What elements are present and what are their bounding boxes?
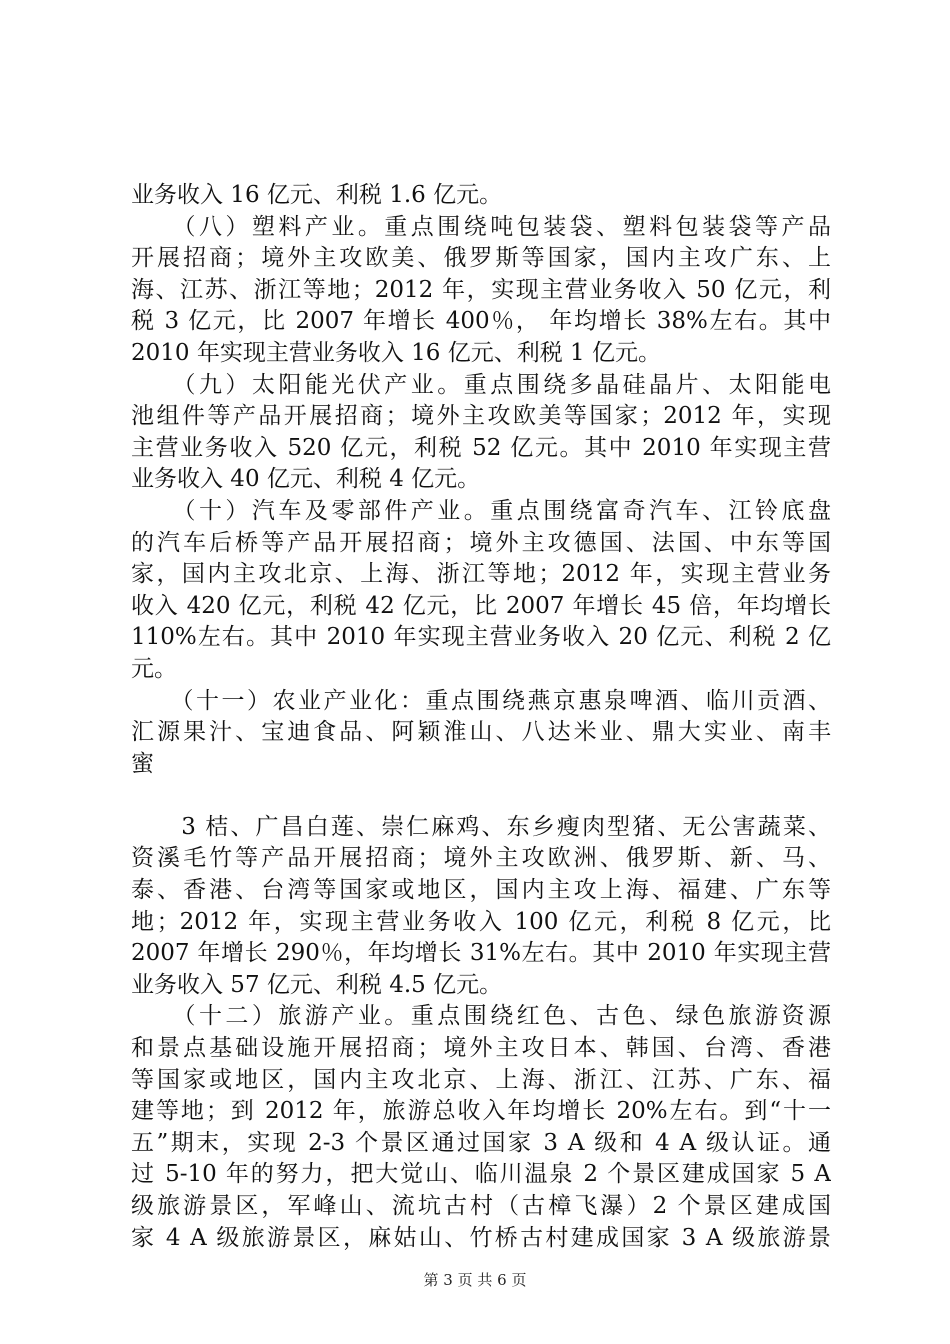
- text-line: 主营业务收入 520 亿元，利税 52 亿元。其中 2010 年实现主营: [131, 434, 831, 461]
- text-line: 110%左右。其中 2010 年实现主营业务收入 20 亿元、利税 2 亿: [131, 624, 831, 651]
- text-line: 开展招商；境外主攻欧美、俄罗斯等国家，国内主攻广东、上: [131, 245, 831, 272]
- document-body: [131, 180, 831, 1254]
- text-line: 级旅游景区，军峰山、流坑古村（古樟飞瀑）2 个景区建成国: [131, 1193, 831, 1219]
- text-line: （十一）农业产业化：重点围绕燕京惠泉啤酒、临川贡酒、: [131, 687, 831, 714]
- text-line: 建等地；到 2012 年，旅游总收入年均增长 20%左右。到“十一: [131, 1098, 831, 1125]
- text-line: 海、江苏、浙江等地；2012 年，实现主营业务收入 50 亿元，利: [131, 276, 831, 303]
- text-line: （九）太阳能光伏产业。重点围绕多晶硅晶片、太阳能电: [131, 371, 831, 398]
- text-line: [131, 780, 831, 812]
- text-line: 2007 年增长 290％，年均增长 31%左右。其中 2010 年实现主营: [131, 940, 831, 967]
- page-footer: [0, 1270, 950, 1290]
- text-line: （十）汽车及零部件产业。重点围绕富奇汽车、江铃底盘: [131, 497, 831, 524]
- text-line: 业务收入 57 亿元、利税 4.5 亿元。: [131, 971, 503, 998]
- text-line: 地；2012 年，实现主营业务收入 100 亿元，利税 8 亿元，比: [131, 908, 831, 935]
- text-line: 等国家或地区，国内主攻北京、上海、浙江、江苏、广东、福: [131, 1066, 831, 1093]
- text-line: 税 3 亿元，比 2007 年增长 400％， 年均增长 38%左右。其中: [131, 308, 831, 335]
- text-line: （八）塑料产业。重点围绕吨包装袋、塑料包装袋等产品: [131, 213, 831, 240]
- text-line: 泰、香港、台湾等国家或地区，国内主攻上海、福建、广东等: [131, 877, 831, 904]
- text-line: 业务收入 40 亿元、利税 4 亿元。: [131, 466, 481, 493]
- text-line: 业务收入 16 亿元、利税 1.6 亿元。: [131, 182, 503, 208]
- text-line: 汇源果汁、宝迪食品、阿颖淮山、八达米业、鼎大实业、南丰: [131, 719, 831, 746]
- text-line: 家，国内主攻北京、上海、浙江等地；2012 年，实现主营业务: [131, 561, 831, 588]
- text-line: 池组件等产品开展招商；境外主攻欧美等国家；2012 年，实现: [131, 403, 831, 430]
- text-line: 元。: [131, 655, 177, 682]
- text-line: 蜜: [131, 750, 154, 777]
- text-line: 资溪毛竹等产品开展招商；境外主攻欧洲、俄罗斯、新、马、: [131, 845, 831, 872]
- text-line: 2010 年实现主营业务收入 16 亿元、利税 1 亿元。: [131, 339, 661, 366]
- text-line: 的汽车后桥等产品开展招商；境外主攻德国、法国、中东等国: [131, 529, 831, 556]
- text-line: 五”期末，实现 2-3 个景区通过国家 3 A 级和 4 A 级认证。通: [131, 1129, 831, 1156]
- text-line: 和景点基础设施开展招商；境外主攻日本、韩国、台湾、香港: [131, 1035, 831, 1062]
- page-number-indicator: 第 3 页 共 6 页: [423, 1271, 527, 1289]
- text-line: 3 桔、广昌白莲、崇仁麻鸡、东乡瘦肉型猪、无公害蔬菜、: [131, 813, 831, 840]
- text-line: 家 4 A 级旅游景区，麻姑山、竹桥古村建成国家 3 A 级旅游景: [131, 1224, 831, 1251]
- text-line: （十二）旅游产业。重点围绕红色、古色、绿色旅游资源: [131, 1003, 831, 1030]
- text-line: 收入 420 亿元，利税 42 亿元，比 2007 年增长 45 倍，年均增长: [131, 592, 831, 619]
- text-line: 过 5-10 年的努力，把大觉山、临川温泉 2 个景区建成国家 5 A: [131, 1161, 831, 1188]
